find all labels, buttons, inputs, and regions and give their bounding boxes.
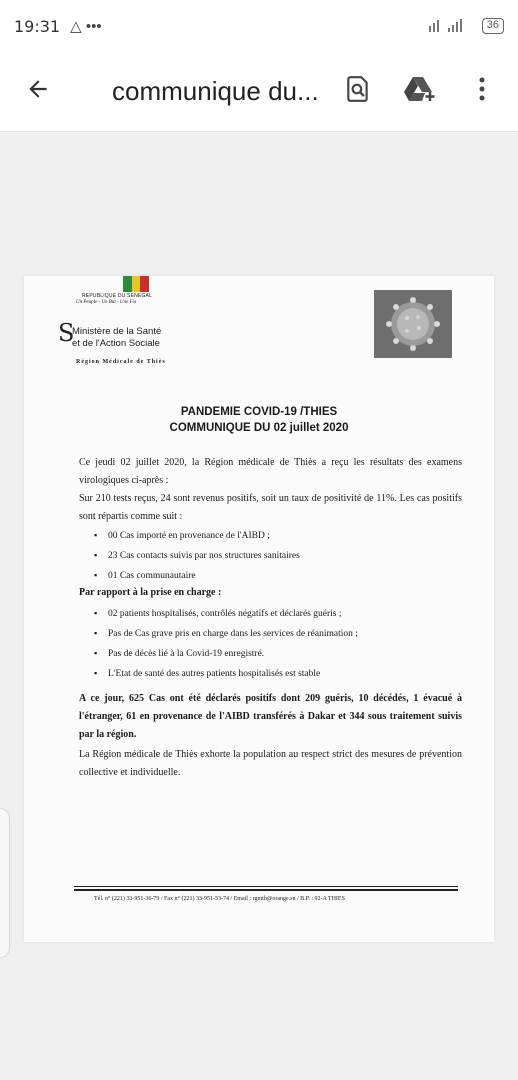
intro-paragraph: Ce jeudi 02 juillet 2020, la Région médicale de Thiès a reçu les résultats des examens virologiques ci-après : [79,457,462,486]
care-item-text: Pas de décès lié à la Covid-19 enregistré. [108,649,265,659]
summary-paragraph: A ce jour, 625 Cas ont été déclarés positifs dont 209 guéris, 10 décédés, 1 évacué à l'étranger, 61 en provenance de l'AIBD transférés à Dakar et 344 sous traitement suivis par la région. [79,693,462,740]
document-subheading: COMMUNIQUE DU 02 juillet 2020 [169,422,349,434]
care-heading: Par rapport à la prise en charge : [79,587,222,598]
signal-icon [428,17,476,36]
care-item: ▪ 02 patients hospitalisés, contrôlés négatifs et déclarés guéris ; [94,608,342,619]
senegal-flag [123,276,149,292]
care-item-text: L'Etat de santé des autres patients hospitalisés est stable [108,669,321,679]
add-to-drive-icon [403,75,437,108]
republic-label: REPUBLIQUE DU SENEGAL [82,293,153,299]
status-right [428,17,504,36]
case-item-text: 01 Cas communautaire [108,571,196,581]
footer-contact: Tél. n° (221) 33-951-36-79 / Fax n° (221) 33-951-53-74 / Email : rgmth@orange.sn / B.P. : 92-A THIES [94,896,345,902]
care-item: ▪ L'Etat de santé des autres patients hospitalisés est stable [94,668,321,679]
case-item: ▪ 23 Cas contacts suivis par nos structures sanitaires [94,550,300,561]
status-left [14,17,102,36]
notification-icons: △ ••• [70,18,102,35]
tests-paragraph: Sur 210 tests reçus, 24 sont revenus positifs, soit un taux de positivité de 11%. Les cas positifs sont répartis comme suit : [79,493,462,522]
more-vert-icon [477,76,487,107]
status-bar [0,0,518,52]
footer-divider [74,886,458,887]
add-to-drive-button[interactable] [404,76,436,108]
more-options-button[interactable] [466,76,498,108]
motto: Un Peuple - Un But - Une Foi [76,300,137,305]
app-bar [0,52,518,132]
battery-icon: 36 [482,18,504,34]
case-item: ▪ 00 Cas importé en provenance de l'AIBD ; [94,530,270,541]
app-actions [342,76,518,108]
footer-divider [74,889,458,891]
care-item: ▪ Pas de décès lié à la Covid-19 enregistré. [94,648,265,659]
document-title: communique du... [112,76,319,106]
back-button[interactable] [8,52,68,132]
ministry-line-1: Ministère de la Santé [72,326,162,337]
coronavirus-image [374,290,452,358]
document-heading: PANDEMIE COVID-19 /THIES [180,406,338,418]
care-item: ▪ Pas de Cas grave pris en charge dans les services de réanimation ; [94,628,358,639]
closing-paragraph: La Région médicale de Thiès exhorte la population au respect strict des mesures de prévention collective et individuelle. [79,749,462,778]
care-item-text: Pas de Cas grave pris en charge dans les services de réanimation ; [108,629,358,639]
care-item-text: 02 patients hospitalisés, contrôlés négatifs et déclarés guéris ; [108,609,342,619]
region-label: Région Médicale de Thiès [76,359,166,365]
case-item-text: 23 Cas contacts suivis par nos structures sanitaires [108,551,300,561]
side-scroll-handle[interactable] [0,808,10,958]
case-item: ▪ 01 Cas communautaire [94,570,196,581]
case-item-text: 00 Cas importé en provenance de l'AIBD ; [108,531,270,541]
back-arrow-icon [25,76,51,107]
find-in-page-button[interactable] [342,76,374,108]
status-time: 19:31 [14,16,61,36]
ministry-logo: S [58,319,75,347]
ministry-line-2: et de l'Action Sociale [72,338,160,349]
find-in-page-icon [345,75,371,108]
document-page [24,276,494,942]
